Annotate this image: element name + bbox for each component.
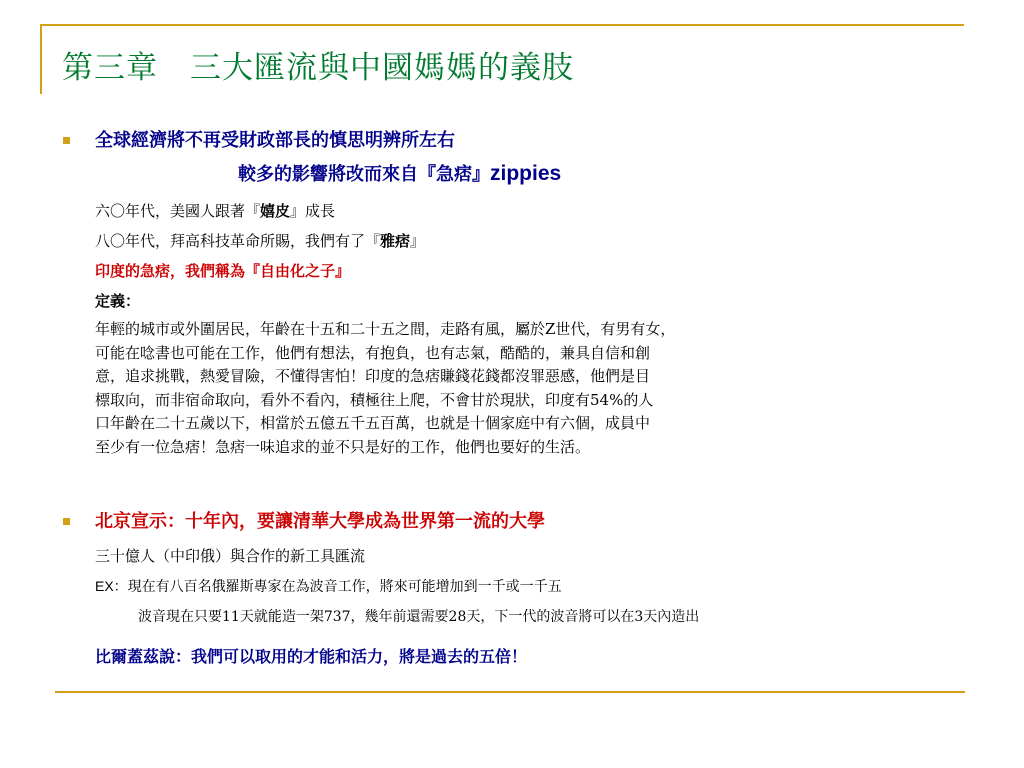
definition-line: 年輕的城市或外圍居民，年齡在十五和二十五之間，走路有風，屬於Z世代，有男有女，: [95, 320, 676, 338]
bullet-section1: [63, 137, 70, 144]
ex-label: EX：: [95, 578, 128, 594]
gates-quote: 比爾蓋茲說：我們可以取用的才能和活力，將是過去的五倍！: [95, 647, 528, 666]
india-line: 印度的急痞，我們稱為『自由化之子』: [95, 262, 351, 280]
line-60s-term: 嬉皮: [260, 202, 291, 220]
definition-line: 標取向，而非宿命取向，看外不看內，積極往上爬，不會甘於現狀，印度有54%的人: [95, 390, 654, 409]
definition-line: 至少有一位急痞！急痞一味追求的並不只是好的工作，他們也要好的生活。: [95, 437, 591, 456]
ex-line: [95, 576, 562, 596]
definition-paragraph: [95, 318, 975, 459]
line-60s-suffix: 』成長: [290, 202, 336, 220]
line-60s: [95, 200, 335, 221]
subheading-cn: 較多的影響將改而來自『急痞』: [238, 164, 490, 185]
definition-label: 定義：: [95, 292, 141, 310]
section2-line1: 三十億人（中印俄）與合作的新工具匯流: [95, 547, 366, 565]
definition-line: 意，追求挑戰，熱愛冒險，不懂得害怕！印度的急痞賺錢花錢都沒罪惡感，他們是目: [95, 367, 651, 385]
slide-title: 第三章 三大匯流與中國媽媽的義肢: [62, 50, 574, 86]
line-80s-suffix: 』: [410, 232, 426, 250]
section1-subheading: [238, 160, 561, 186]
bottom-rule: [55, 691, 965, 693]
definition-line: 口年齡在二十五歲以下，相當於五億五千五百萬，也就是十個家庭中有六個，成員中: [95, 414, 651, 432]
section1-heading: 全球經濟將不再受財政部長的慎思明辨所左右: [95, 130, 455, 151]
subheading-en: zippies: [490, 162, 562, 185]
definition-line: 可能在唸書也可能在工作，他們有想法，有抱負，也有志氣，酷酷的，兼具自信和創: [95, 343, 651, 362]
line-80s-term: 雅痞: [380, 232, 411, 250]
ex-text: 現在有八百名俄羅斯專家在為波音工作，將來可能增加到一千或一千五: [127, 579, 562, 595]
top-rule: [40, 24, 964, 26]
line-60s-prefix: 六〇年代，美國人跟著『: [95, 202, 261, 220]
section2-heading: 北京宣示：十年內，要讓清華大學成為世界第一流的大學: [95, 511, 545, 532]
left-rule: [40, 24, 42, 94]
bullet-section2: [63, 518, 70, 525]
boeing-line: 波音現在只要11天就能造一架737，幾年前還需要28天，下一代的波音將可以在3天內造出: [138, 609, 700, 625]
line-80s: [95, 230, 425, 251]
line-80s-prefix: 八〇年代，拜高科技革命所賜，我們有了『: [95, 232, 381, 250]
